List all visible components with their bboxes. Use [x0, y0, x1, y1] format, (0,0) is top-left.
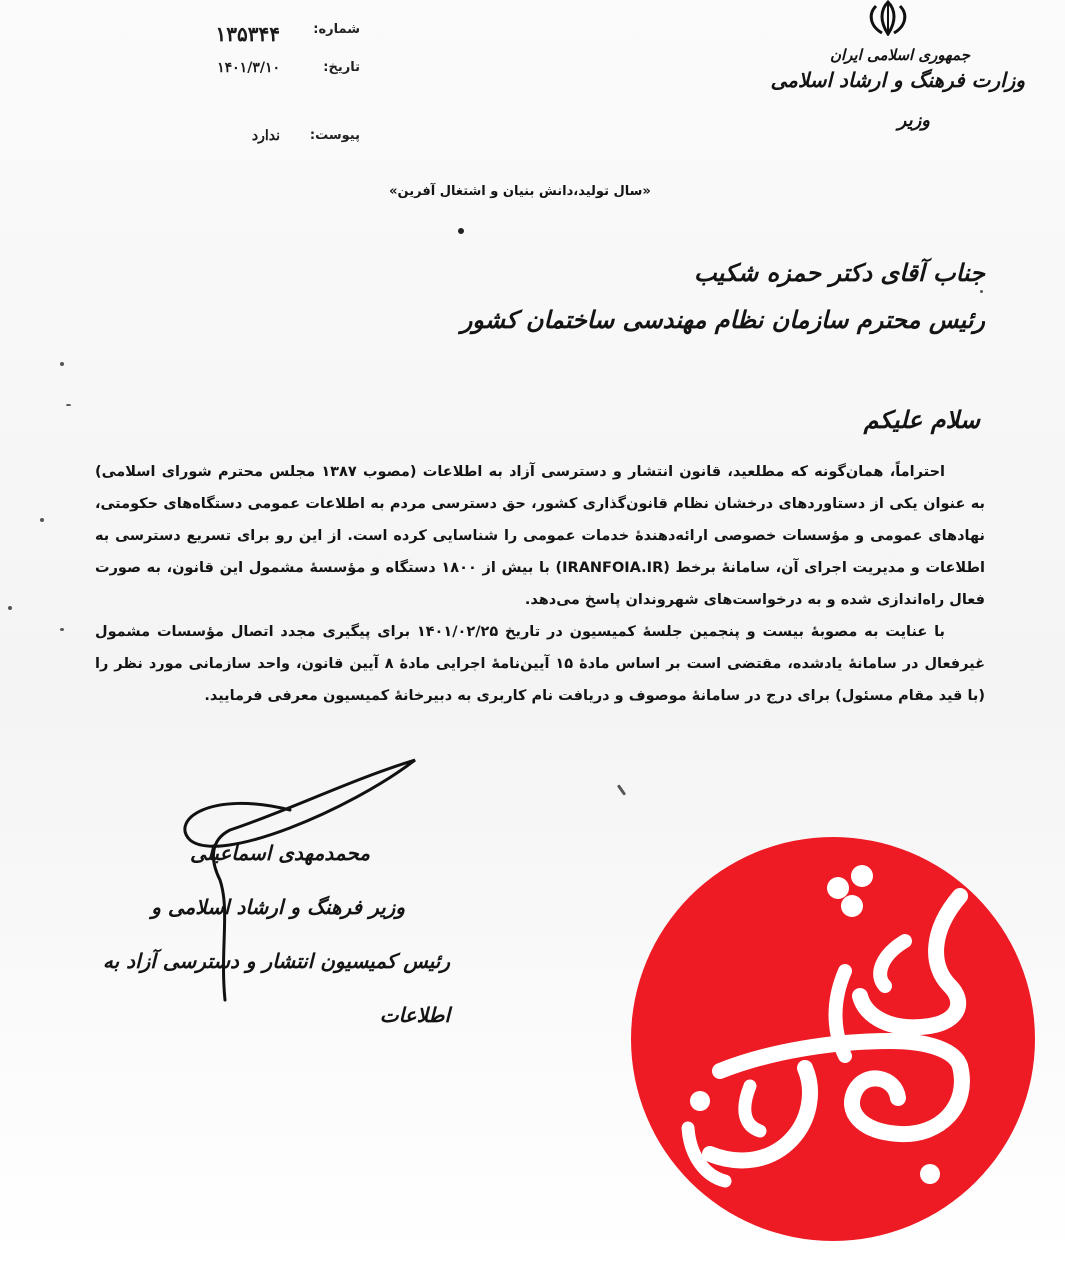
appendix-label: پیوست:: [309, 128, 360, 143]
signature-block: [80, 826, 450, 1042]
scan-speck: [60, 362, 64, 366]
ministry-role: وزیر: [897, 110, 930, 131]
appendix-value: ندارد: [251, 128, 280, 144]
scan-speck: [980, 290, 983, 293]
signatory-title-2: رئیس کمیسیون انتشار و دسترسی آزاد به اطلاعات: [102, 949, 450, 1027]
signatory-title-1: وزیر فرهنگ و ارشاد اسلامی و: [151, 895, 405, 919]
scan-speck: [8, 606, 12, 610]
ministry-header: [765, 40, 1025, 131]
date-value: ۱۴۰۱/۳/۱۰: [217, 60, 280, 76]
scan-speck: [66, 404, 71, 406]
scan-speck: [60, 628, 64, 631]
date-label: تاریخ:: [323, 60, 360, 75]
mohandesan-shahr-logo: [630, 836, 1036, 1242]
number-row: [80, 22, 360, 60]
scan-speck: [617, 784, 626, 796]
letter-meta: [80, 22, 360, 166]
attachment-row: [80, 98, 360, 128]
number-label: شماره:: [313, 22, 360, 37]
signatory-name: محمدمهدی اسماعیلی: [190, 841, 370, 865]
ministry-name: وزارت فرهنگ و ارشاد اسلامی: [770, 68, 1025, 92]
scan-speck: [40, 518, 44, 522]
addressee-title: رئیس محترم سازمان نظام مهندسی ساختمان کشور: [460, 305, 985, 334]
letter-body: [95, 456, 985, 712]
ink-dot: [458, 228, 464, 234]
body-paragraph-1: احتراماً، همان‌گونه که مطلعید، قانون انتشار و دسترسی آزاد به اطلاعات (مصوب ۱۳۸۷ مجلس محترم شورای اسلامی) به عنوان یکی از دستاوردهای درخشان نظام قانون‌گذاری کشور، حق دسترسی مردم به اطلاعات عمومی دستگاه‌های حکومتی، نهادهای عمومی و مؤسسات خصوصی ارائه‌دهندهٔ خدمات عمومی را شناسایی کرده است. از این رو برای تسریع دسترسی به اطلاعات و مدیریت اجرای آن، سامانهٔ برخط (IRANFOIA.IR) با بیش از ۱۸۰۰ دستگاه و مؤسسهٔ مشمول این قانون، به صورت فعال راه‌اندازی شده و به درخواست‌های شهروندان پاسخ می‌دهد.: [95, 464, 986, 608]
greeting: سلام علیکم: [863, 405, 980, 434]
appendix-row: [80, 128, 360, 166]
date-row: [80, 60, 360, 98]
number-value: ۱۳۵۳۴۴: [215, 22, 280, 46]
year-slogan: «سال تولید،دانش بنیان و اشتغال آفرین»: [389, 184, 651, 199]
ministry-country: جمهوری اسلامی ایران: [829, 46, 970, 64]
addressee-name: جناب آقای دکتر حمزه شکیب: [694, 258, 985, 287]
body-paragraph-2: با عنایت به مصوبهٔ بیست و پنجمین جلسهٔ کمیسیون در تاریخ ۱۴۰۱/۰۲/۲۵ برای پیگیری مجدد اتصال مؤسسات مشمول غیرفعال در سامانهٔ یادشده، مقتضی است بر اساس مادهٔ ۱۵ آیین‌نامهٔ اجرایی مادهٔ ۸ آیین قانون، واحد سازمانی مورد نظر را (با قید مقام مسئول) برای درج در سامانهٔ موصوف و دریافت نام کاربری به دبیرخانهٔ کمیسیون معرفی فرمایید.: [95, 624, 986, 704]
iran-emblem-icon: [862, 0, 914, 36]
